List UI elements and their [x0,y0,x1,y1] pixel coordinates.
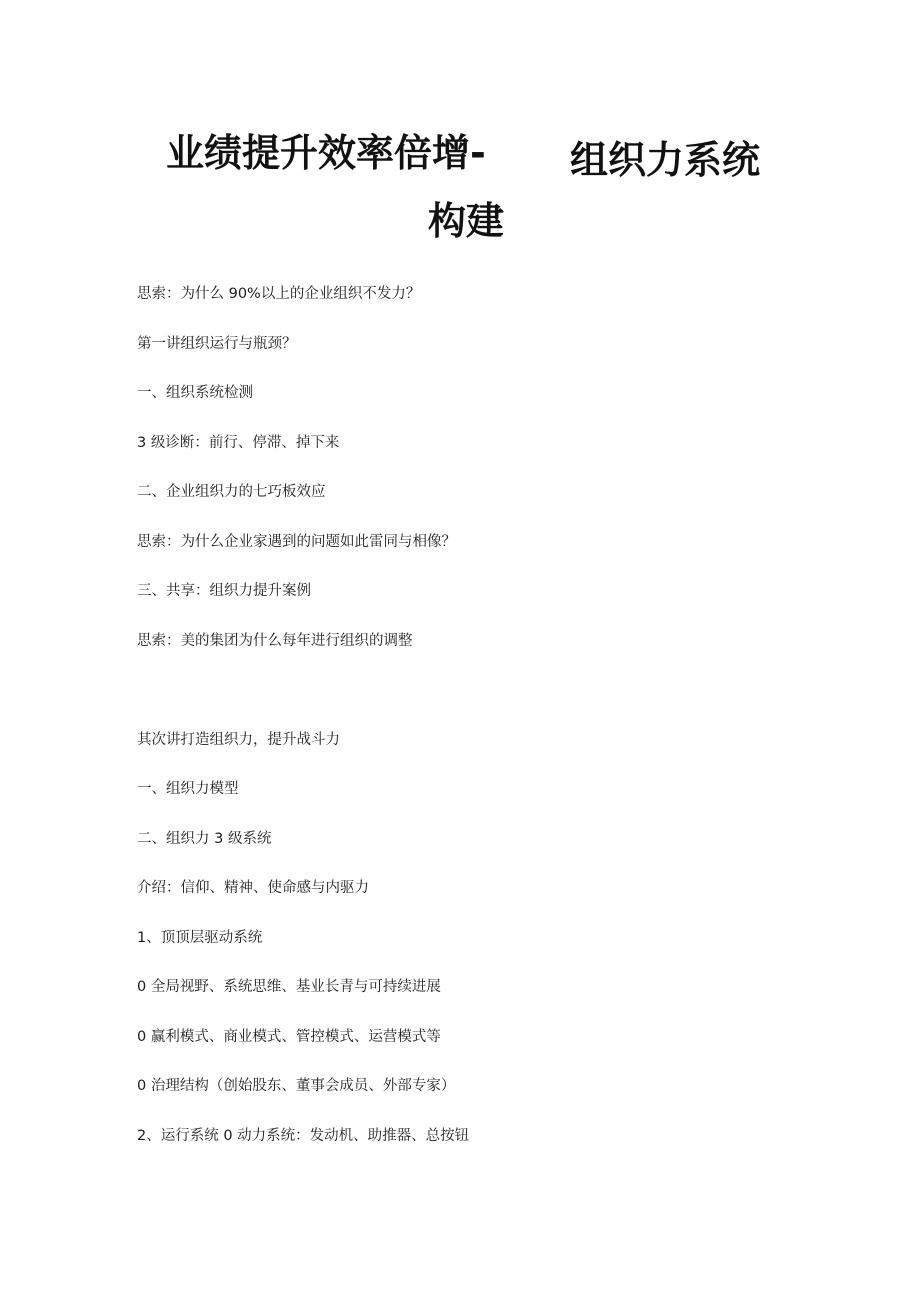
body-line: 0 全局视野、系统思维、基业长青与可持续进展 [137,979,441,995]
body-line: 其次讲打造组织力，提升战斗力 [137,731,340,748]
document-body [137,284,469,1175]
body-line: 介绍：信仰、精神、使命感与内驱力 [137,880,369,896]
body-line: 思索：为什么 90%以上的企业组织不发力？ [137,286,421,302]
body-line: 3 级诊断：前行、停滞、掉下来 [137,434,340,451]
body-line: 思索：美的集团为什么每年进行组织的调整 [137,632,413,649]
body-line: 一、组织力模型 [137,781,239,797]
body-line: 三、共享：组织力提升案例 [137,583,311,599]
body-line: 思索：为什么企业家遇到的问题如此雷同与相像？ [137,533,456,550]
body-line: 1、顶顶层驱动系统 [137,929,263,946]
body-line: 二、组织力 3 级系统 [137,830,272,847]
document-title-part-2: 组织力系统 [570,138,761,182]
body-line: 0 治理结构（创始股东、董事会成员、外部专家） [137,1078,456,1094]
document-title-part-3: 构建 [428,199,505,243]
body-line: 二、企业组织力的七巧板效应 [137,484,326,500]
document-title-part-1: 业绩提升效率倍增- [166,131,486,175]
body-line: 第一讲组织运行与瓶颈？ [137,335,297,352]
body-line: 2、运行系统 0 动力系统：发动机、助推器、总按钮 [137,1127,470,1144]
body-line: 一、组织系统检测 [137,385,253,401]
body-line: 0 赢利模式、商业模式、管控模式、运营模式等 [137,1028,441,1045]
